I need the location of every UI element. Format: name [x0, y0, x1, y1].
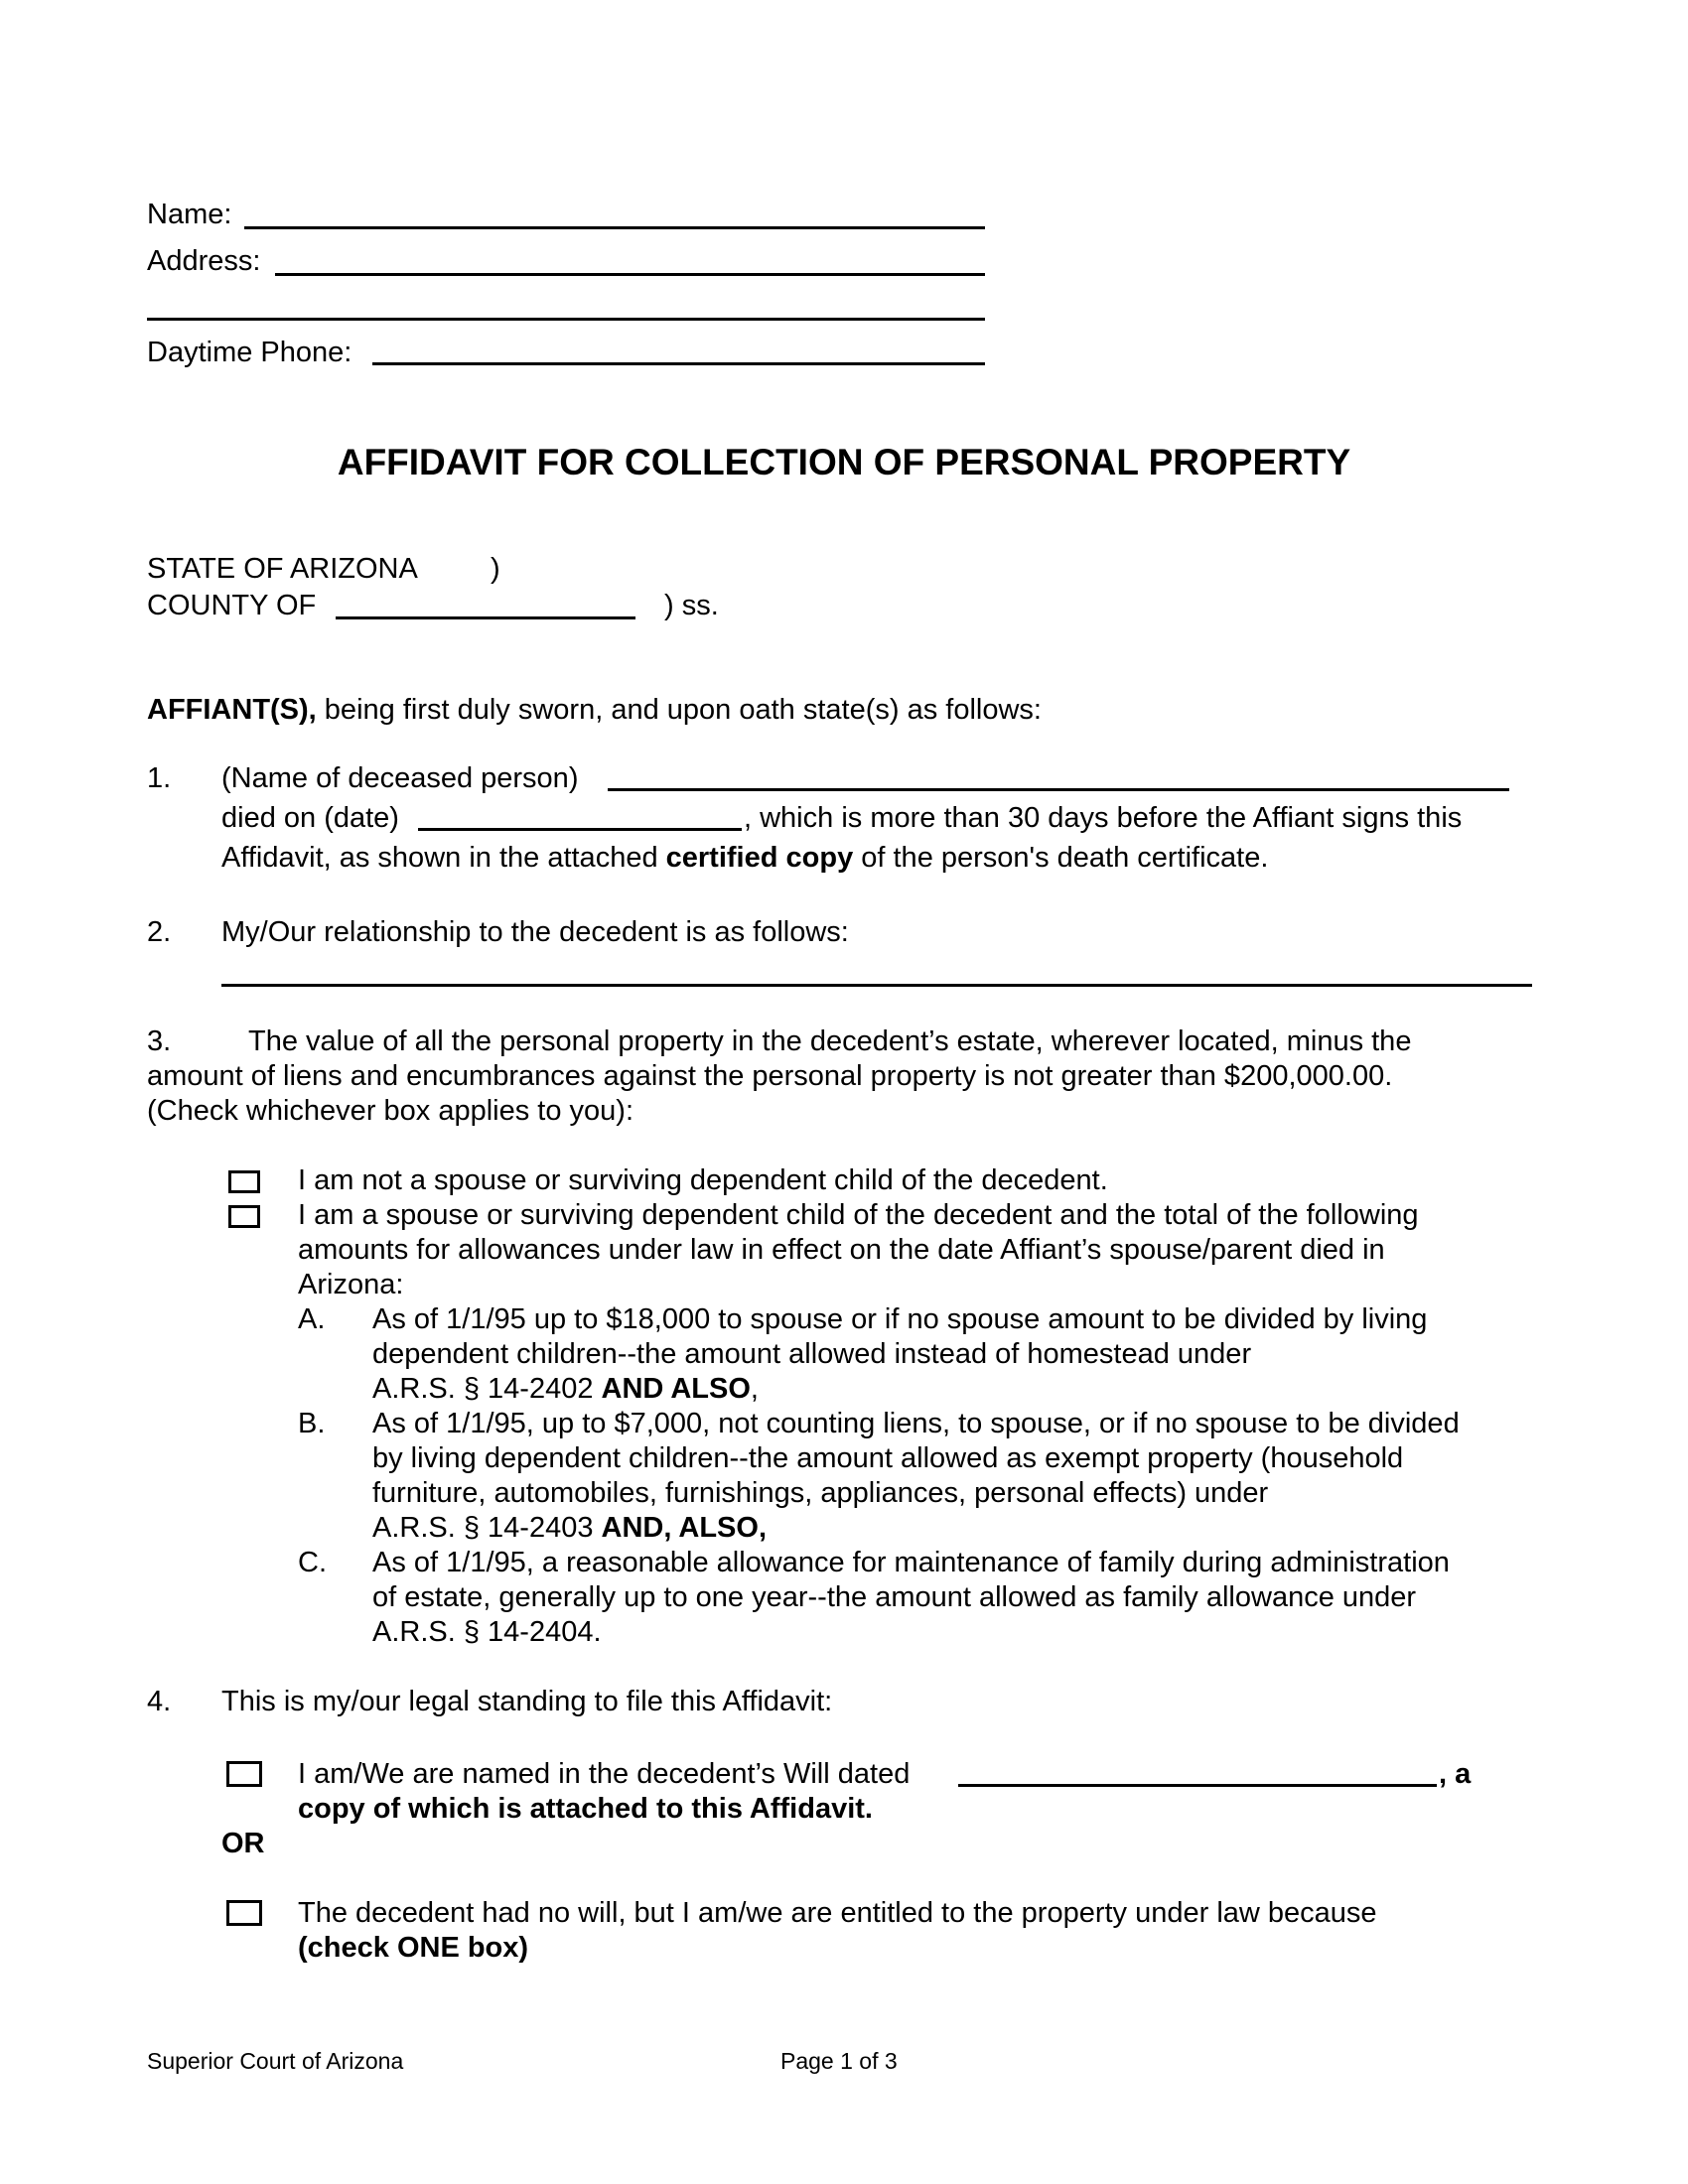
item1-line3: Affidavit, as shown in the attached certified copy of the person's death certificate.: [221, 842, 1269, 874]
allowance-a-line3: A.R.S. § 14-2402 AND ALSO,: [372, 1373, 759, 1405]
will-label-end: , a: [1439, 1758, 1472, 1790]
phone-label: Daytime Phone:: [147, 337, 352, 368]
allowance-b-line4: A.R.S. § 14-2403 AND, ALSO,: [372, 1512, 768, 1544]
death-date-field[interactable]: [418, 828, 742, 831]
will-label-line2: copy of which is attached to this Affidavit.: [298, 1793, 873, 1825]
allowance-b-line1: As of 1/1/95, up to $7,000, not counting liens, to spouse, or if no spouse to be divided: [372, 1408, 1460, 1439]
allowance-a-label: A.: [298, 1303, 326, 1335]
item3-line3: (Check whichever box applies to you):: [147, 1095, 634, 1127]
legal-standing-label: This is my/our legal standing to file this Affidavit:: [221, 1686, 833, 1717]
allowance-a-line2: dependent children--the amount allowed instead of homestead under: [372, 1338, 1252, 1370]
phone-field[interactable]: [372, 362, 985, 365]
footer-page: Page 1 of 3: [780, 2048, 898, 2074]
item2-number: 2.: [147, 916, 172, 948]
item4-number: 4.: [147, 1686, 172, 1717]
item3-line1: The value of all the personal property in the decedent’s estate, wherever located, minus the: [248, 1025, 1412, 1057]
allowance-b-label: B.: [298, 1408, 326, 1439]
no-will-label: The decedent had no will, but I am/we are entitled to the property under law because: [298, 1897, 1377, 1929]
address-field-line2[interactable]: [147, 318, 985, 321]
address-field[interactable]: [275, 273, 985, 276]
no-will-label-line2: (check ONE box): [298, 1932, 529, 1964]
allowance-b-line3: furniture, automobiles, furnishings, appliances, personal effects) under: [372, 1477, 1269, 1509]
county-field[interactable]: [336, 616, 635, 619]
spouse-label-line3: Arizona:: [298, 1269, 404, 1300]
or-separator: OR: [221, 1828, 265, 1859]
intro-text: AFFIANT(S), being first duly sworn, and upon oath state(s) as follows:: [147, 694, 1042, 726]
county-label: COUNTY OF: [147, 590, 317, 621]
will-checkbox[interactable]: [226, 1761, 262, 1787]
spouse-label-line1: I am a spouse or surviving dependent child of the decedent and the total of the following: [298, 1199, 1419, 1231]
venue-paren: ): [491, 553, 500, 585]
page-title: AFFIDAVIT FOR COLLECTION OF PERSONAL PROPERTY: [337, 442, 1351, 482]
will-date-field[interactable]: [958, 1784, 1437, 1787]
will-label: I am/We are named in the decedent’s Will dated: [298, 1758, 911, 1790]
spouse-label-line2: amounts for allowances under law in effect on the date Affiant’s spouse/parent died in: [298, 1234, 1385, 1266]
address-label: Address:: [147, 245, 261, 277]
name-label: Name:: [147, 199, 232, 230]
allowance-c-line1: As of 1/1/95, a reasonable allowance for maintenance of family during administration: [372, 1547, 1450, 1578]
item3-number: 3.: [147, 1025, 172, 1057]
deceased-name-field[interactable]: [608, 788, 1509, 791]
died-on-label: died on (date): [221, 802, 399, 834]
spouse-checkbox[interactable]: [228, 1205, 260, 1228]
allowance-a-line1: As of 1/1/95 up to $18,000 to spouse or if no spouse amount to be divided by living: [372, 1303, 1428, 1335]
no-will-checkbox[interactable]: [226, 1900, 262, 1926]
allowance-b-line2: by living dependent children--the amount allowed as exempt property (household: [372, 1442, 1404, 1474]
not-spouse-checkbox[interactable]: [228, 1170, 260, 1193]
item3-line2: amount of liens and encumbrances against the personal property is not greater than $200,000.00.: [147, 1060, 1393, 1092]
venue-ss: ) ss.: [664, 590, 719, 621]
allowance-c-line2: of estate, generally up to one year--the amount allowed as family allowance under: [372, 1581, 1417, 1613]
not-spouse-label: I am not a spouse or surviving dependent child of the decedent.: [298, 1164, 1108, 1196]
name-field[interactable]: [244, 226, 985, 229]
relationship-field[interactable]: [221, 984, 1532, 987]
allowance-c-label: C.: [298, 1547, 327, 1578]
relationship-label: My/Our relationship to the decedent is as follows:: [221, 916, 849, 948]
item1-number: 1.: [147, 762, 172, 794]
state-label: STATE OF ARIZONA: [147, 553, 418, 585]
deceased-name-label: (Name of deceased person): [221, 762, 579, 794]
died-on-text: , which is more than 30 days before the Affiant signs this: [744, 802, 1463, 834]
allowance-c-line3: A.R.S. § 14-2404.: [372, 1616, 602, 1648]
footer-court: Superior Court of Arizona: [147, 2048, 404, 2074]
